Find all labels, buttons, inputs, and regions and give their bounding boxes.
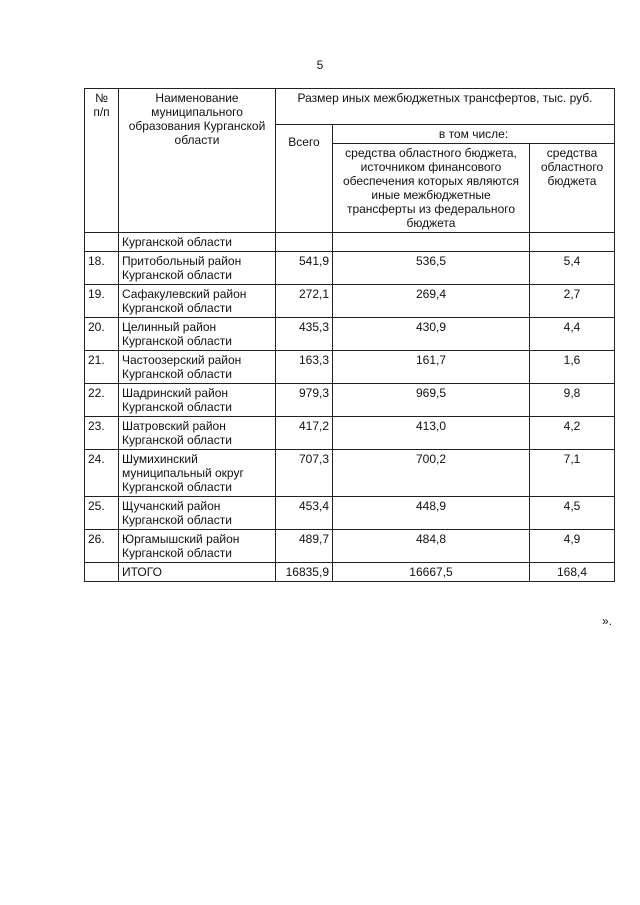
cell-name: Щучанский район Курганской области	[119, 497, 276, 530]
cell-name: Притобольный район Курганской области	[119, 252, 276, 285]
table-row	[85, 530, 615, 563]
cell-name: Целинный район Курганской области	[119, 318, 276, 351]
cell-total: 16835,9	[276, 563, 333, 582]
cell-federal: 16667,5	[333, 563, 530, 582]
header-row	[85, 89, 615, 125]
table-row	[85, 252, 615, 285]
cell-federal	[333, 233, 530, 252]
cell-federal: 430,9	[333, 318, 530, 351]
cell-total: 272,1	[276, 285, 333, 318]
cell-num: 22.	[85, 384, 119, 417]
header-total: Всего	[276, 125, 333, 233]
cell-regional: 7,1	[530, 450, 615, 497]
closing-quote: ».	[602, 614, 613, 628]
table-row	[85, 497, 615, 530]
table-row	[85, 351, 615, 384]
cell-regional: 1,6	[530, 351, 615, 384]
cell-regional: 5,4	[530, 252, 615, 285]
cell-total: 541,9	[276, 252, 333, 285]
cell-name: Шатровский район Курганской области	[119, 417, 276, 450]
cell-num: 23.	[85, 417, 119, 450]
cell-total	[276, 233, 333, 252]
header-number: № п/п	[85, 89, 119, 233]
cell-federal: 161,7	[333, 351, 530, 384]
cell-num: 20.	[85, 318, 119, 351]
cell-federal: 484,8	[333, 530, 530, 563]
cell-federal: 536,5	[333, 252, 530, 285]
header-name: Наименование муниципального образования Курганской области	[119, 89, 276, 233]
cell-num: 25.	[85, 497, 119, 530]
table-row	[85, 417, 615, 450]
table-row	[85, 318, 615, 351]
cell-regional: 4,2	[530, 417, 615, 450]
cell-regional: 168,4	[530, 563, 615, 582]
cell-total: 163,3	[276, 351, 333, 384]
header-regional: средства областного бюджета	[530, 144, 615, 233]
cell-regional: 4,5	[530, 497, 615, 530]
cell-total: 707,3	[276, 450, 333, 497]
cell-regional: 4,4	[530, 318, 615, 351]
header-including: в том числе:	[333, 125, 615, 144]
cell-federal: 413,0	[333, 417, 530, 450]
total-row	[85, 563, 615, 582]
cell-federal: 269,4	[333, 285, 530, 318]
cell-total: 417,2	[276, 417, 333, 450]
cell-name: Сафакулевский район Курганской области	[119, 285, 276, 318]
cell-regional	[530, 233, 615, 252]
transfers-table	[84, 88, 615, 582]
table-row	[85, 285, 615, 318]
cell-federal: 448,9	[333, 497, 530, 530]
cell-name: Юргамышский район Курганской области	[119, 530, 276, 563]
cell-num: 24.	[85, 450, 119, 497]
cell-num: 18.	[85, 252, 119, 285]
cell-regional: 4,9	[530, 530, 615, 563]
cell-num: 19.	[85, 285, 119, 318]
continuation-row	[85, 233, 615, 252]
cell-total: 435,3	[276, 318, 333, 351]
table-row	[85, 384, 615, 417]
cell-num: 21.	[85, 351, 119, 384]
cell-name: Шадринский район Курганской области	[119, 384, 276, 417]
cell-total: 489,7	[276, 530, 333, 563]
cell-num	[85, 563, 119, 582]
table-row	[85, 450, 615, 497]
cell-num: 26.	[85, 530, 119, 563]
cell-total-label: ИТОГО	[119, 563, 276, 582]
cell-regional: 2,7	[530, 285, 615, 318]
cell-federal: 969,5	[333, 384, 530, 417]
header-transfers: Размер иных межбюджетных трансфертов, тыс. руб.	[276, 89, 615, 125]
cell-name: Шумихинский муниципальный округ Курганской области	[119, 450, 276, 497]
cell-total: 453,4	[276, 497, 333, 530]
page-number: 5	[316, 58, 324, 72]
header-federal: средства областного бюджета, источником финансового обеспечения которых являются иные межбюджетные трансферты из федерального бюджета	[333, 144, 530, 233]
cell-name: Курганской области	[119, 233, 276, 252]
cell-num	[85, 233, 119, 252]
cell-name: Частоозерский район Курганской области	[119, 351, 276, 384]
cell-federal: 700,2	[333, 450, 530, 497]
cell-total: 979,3	[276, 384, 333, 417]
cell-regional: 9,8	[530, 384, 615, 417]
